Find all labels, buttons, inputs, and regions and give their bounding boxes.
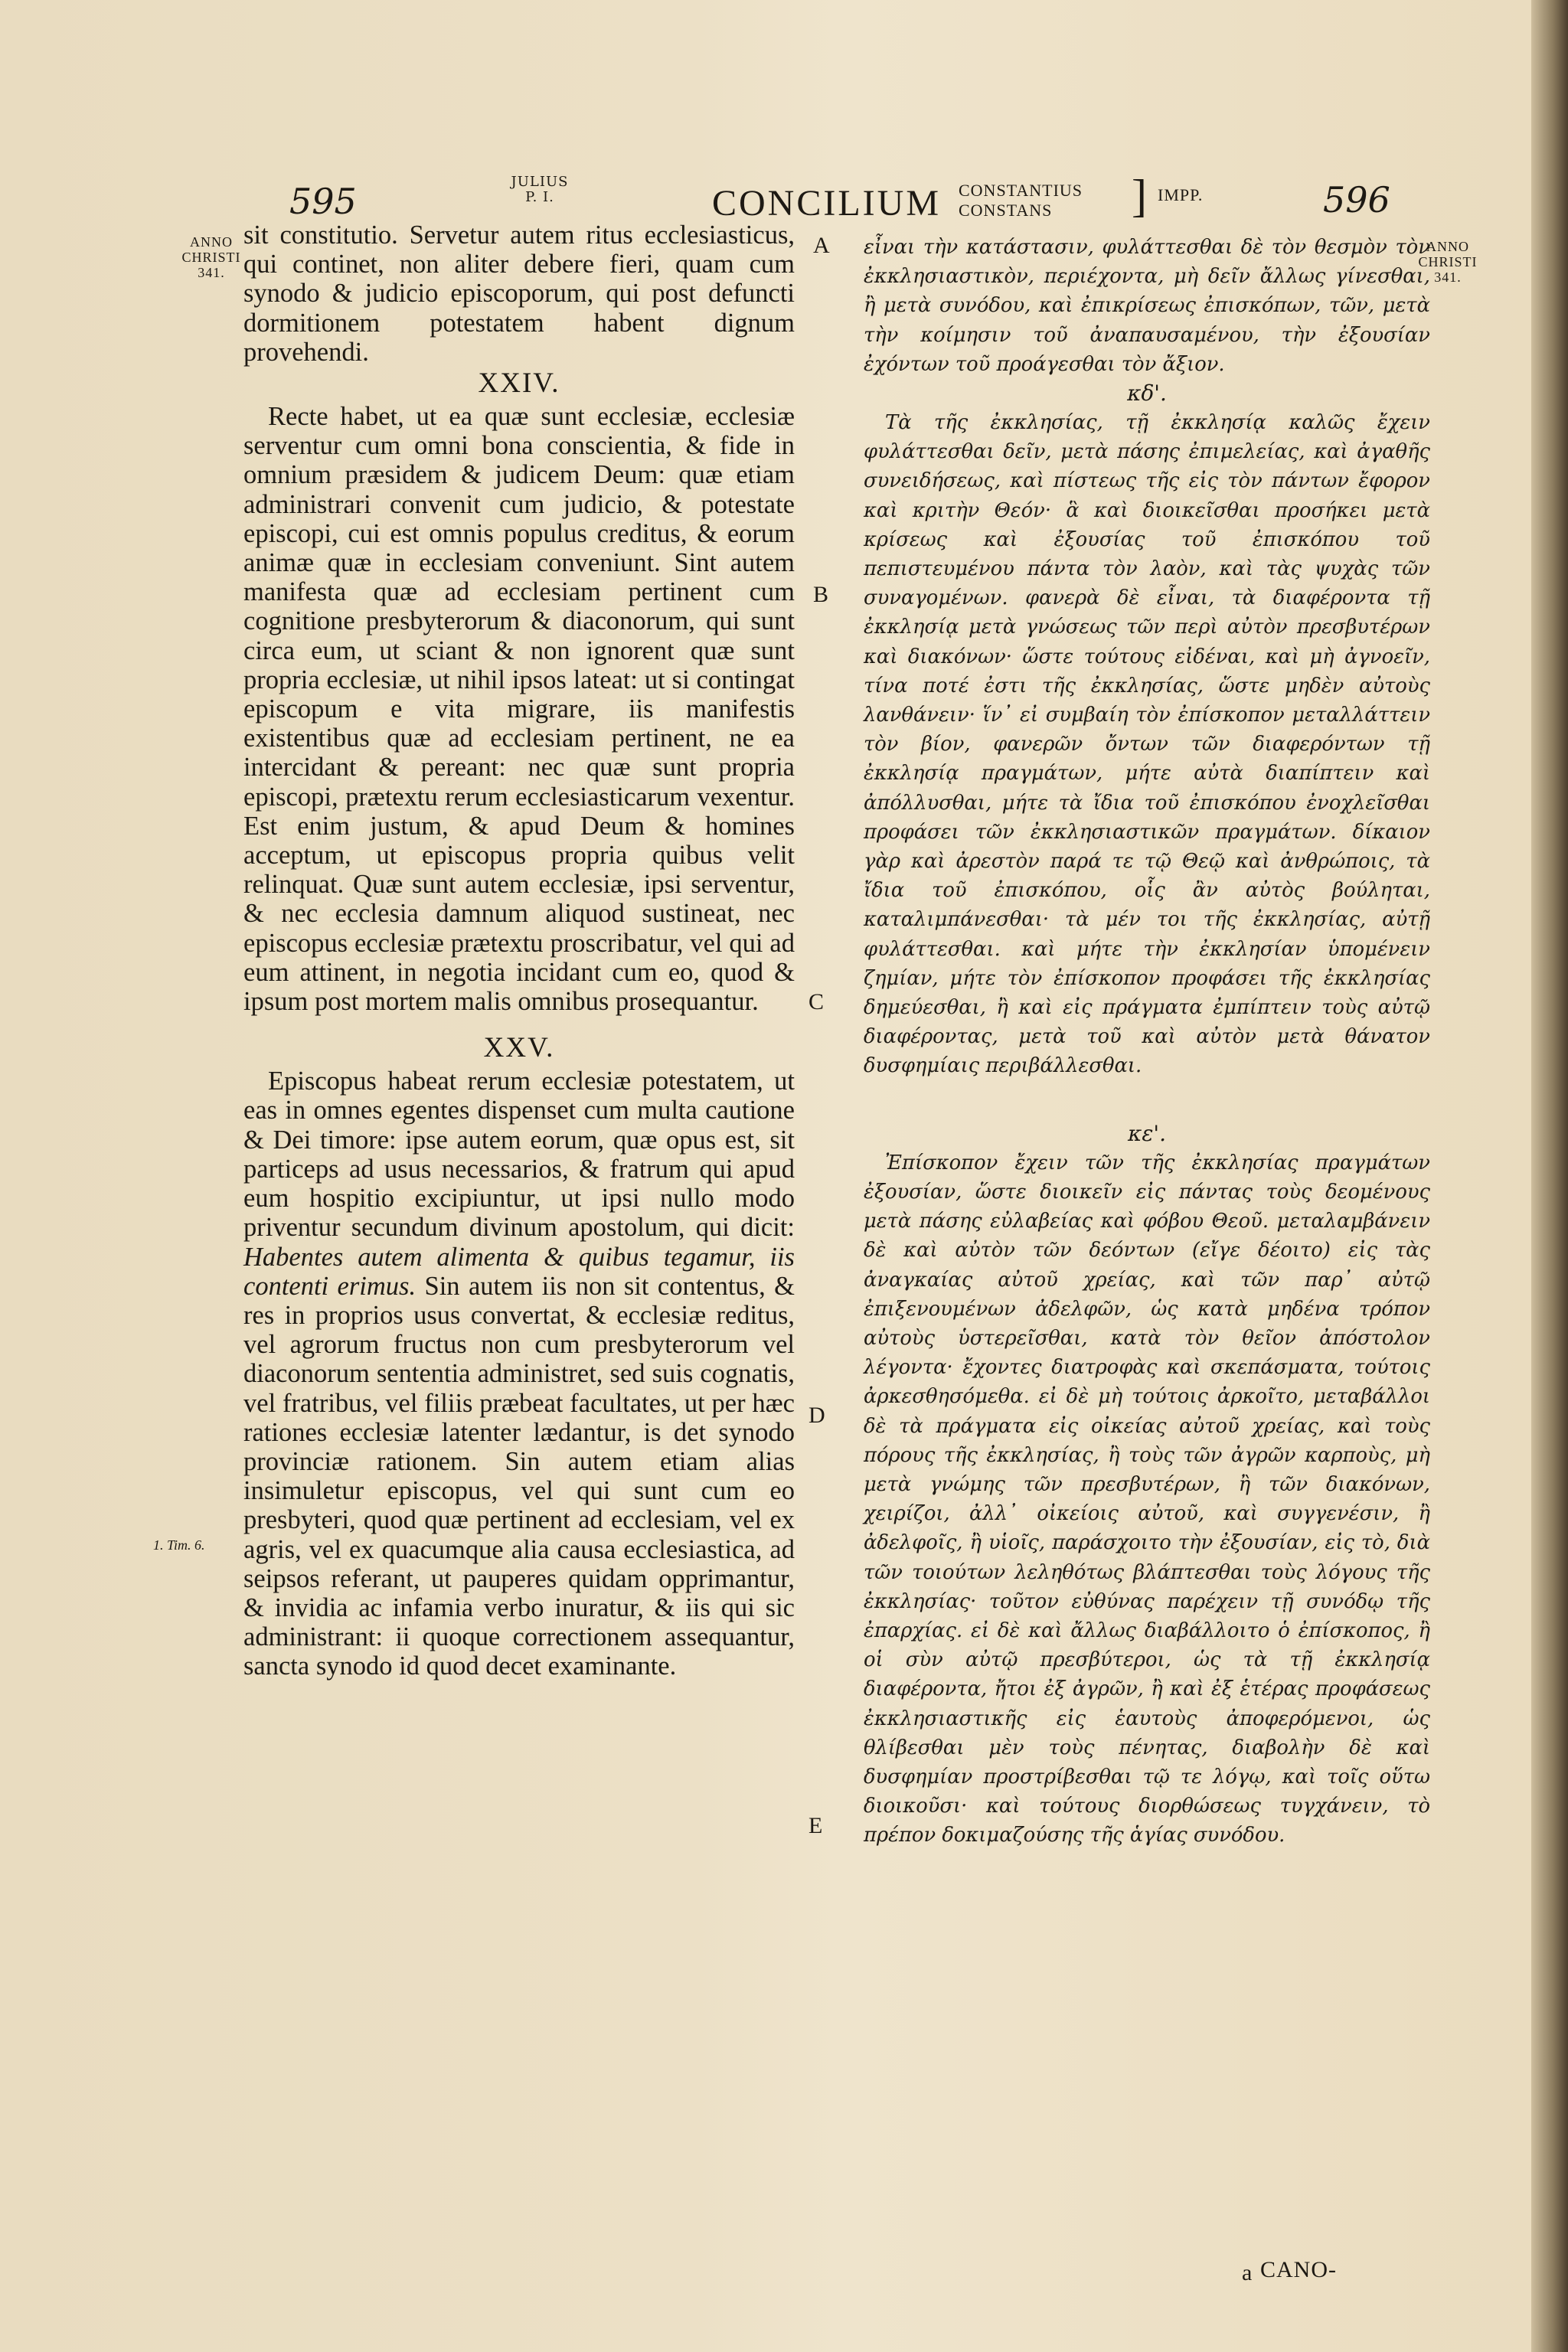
emperor-names: [959, 181, 1083, 220]
greek-canon-25-text: Ἐπίσκοπον ἔχειν τῶν τῆς ἐκκλησίας πραγμάτων ἐξουσίαν, ὥστε διοικεῖν εἰς πάντας τοὺς δεομένους μετὰ πάσης εὐλαβείας καὶ φόβου Θεοῦ. μεταλαμβάνειν δὲ καὶ αὐτὸν τῶν δεόντων (εἴγε δέοιτο) εἰς τὰς ἀναγκαίας αὐτοῦ χρείας, καὶ τῶν παρ᾽ αὐτῷ ἐπιξενουμένων ἀδελφῶν, ὡς κατὰ μηδένα τρόπον αὐτοὺς ὑστερεῖσθαι, κατὰ τὸν θεῖον ἀπόστολον λέγοντα· ἔχοντες διατροφὰς καὶ σκεπάσματα, τούτοις ἀρκεσθησόμεθα. εἰ δὲ μὴ τούτοις ἀρκοῖτο, μεταβάλλοι δὲ τὰ πράγματα εἰς οἰκείας αὐτοῦ χρείας, καὶ τοὺς πόρους τῆς ἐκκλησίας, ἢ τοὺς τῶν ἀγρῶν καρποὺς, μὴ μετὰ γνώμης τῶν πρεσβυτέρων, ἢ τῶν διακόνων, χειρίζοι, ἀλλ᾽ οἰκείοις αὐτοῦ, καὶ συγγενέσιν, ἢ ἀδελφοῖς, ἢ υἱοῖς, παράσχοιτο τὴν ἐξουσίαν, εἰς τὸ, διὰ τῶν τοιούτων λεληθότως βλάπτεσθαι τοὺς λόγους τῆς ἐκκλησίας· τοῦτον εὐθύνας παρέχειν τῇ συνόδῳ τῆς ἐπαρχίας. εἰ δὲ καὶ ἄλλως διαβάλλοιτο ὁ ἐπίσκοπος, ἢ οἱ σὺν αὐτῷ πρεσβύτεροι, ὡς τὰ τῇ ἐκκλησίᾳ διαφέροντα, ἤτοι ἐξ ἀγρῶν, ἢ καὶ ἐξ ἑτέρας προφάσεως ἐκκλησιαστικῆς εἰς ἑαυτοὺς ἀποφερόμενοι, ὡς θλίβεσθαι μὲν τοὺς πένητας, διαβολὴν δὲ καὶ δυσφημίαν προστρίβεσθαι τῷ τε λόγῳ, καὶ τοῖς οὕτω διοικοῦσι· καὶ τούτους διορθώσεως τυγχάνειν, τὸ πρέπον δοκιμαζούσης τῆς ἁγίας συνόδου.: [864, 1151, 1430, 1847]
greek-intro: εἶναι τὴν κατάστασιν, φυλάττεσθαι δὲ τὸν θεσμὸν τὸν ἐκκλησιαστικὸν, περιέχοντα, μὴ δεῖν ἄλλως γίνεσθαι, ἢ μετὰ συνόδου, καὶ ἐπικρίσεως ἐπισκόπων, τῶν, μετὰ τὴν κοίμησιν τοῦ ἀναπαυσαμένου, τὴν ἐξουσίαν ἐχόντων τοῦ προάγεσθαι τὸν ἄξιον.: [864, 236, 1430, 376]
section-letter-b: B: [813, 582, 829, 607]
latin-canon-24-text: Recte habet, ut ea quæ sunt ecclesiæ, ecclesiæ serventur cum omni bona conscientia, & fide in omnium præsidem & judicem Deum: quæ etiam administrari convenit cum judicio, & potestate episcopi, cui est omnis populus creditus, & eorum animæ quæ in ecclesiam conveniunt. Sint autem manifesta quæ ad ecclesiam pertinent cum cognitione presbyterorum & diaconorum, qui sunt circa eum, ut sciant & non ignorent quæ sunt propria ecclesiæ, ut nihil ipsos lateat: ut si contingat episcopum e vita migrare, iis manifestis existentibus quæ ad ecclesiam pertinent, ne ea intercidant & pereant: nec quæ sunt propria episcopi, prætextu rerum ecclesiasticarum vexentur. Est enim justum, & apud Deum & homines acceptum, ut episcopus propria quibus velit relinquat. Quæ sunt autem ecclesiæ, ipsi serventur, & nec ecclesia damnum aliquod sustineat, nec episcopus ecclesiæ prætextu proscribatur, vel qui ad eum attinent, in negotia incidant cum eo, quod & ipsum post mortem malis omnibus prosequantur.: [243, 402, 795, 1017]
year-label: 341.: [198, 265, 225, 280]
latin-canon-25-part-a: Episcopus habeat rerum ecclesiæ potestatem, ut eas in omnes egentes dispenset cum multa cautione & Dei timore: ipse autem eorum, quæ opus est, sit particeps ad usus necessarios, & fratrum qui apud eum hospitio excipiuntur, ut ipsi nullo modo priventur secundum divinum apostolum, qui dicit:: [243, 1067, 795, 1243]
greek-canon-25-heading: κε'.: [1128, 1120, 1166, 1146]
page-number-right: 596: [1323, 179, 1390, 220]
latin-canon-25-part-b: Sin autem iis non sit contentus, & res in proprios usus convertat, & ecclesiæ reditus, vel agrorum fructus non cum presbyterorum vel diaconorum sententia administret, sed suis cognatis, vel fratribus, vel filiis præbeat facultates, ut per hæc rationes ecclesiæ latenter lædantur, is det synodo provinciæ rationem. Sin autem etiam alias insimuletur episcopus, vel qui sunt cum eo presbyteri, quod quæ pertinent ad ecclesiam, vel ex agris, vel ex quacumque alia causa ecclesiastica, ad seipsos referant, ut pauperes quidam opprimantur, & invidia ac infamia verbo inuratur, & iis qui sic administrant: ii quoque correctionem assequantur, sancta synodo id quod decet examinante.: [243, 1271, 795, 1681]
latin-canon-25-quote: Habentes autem alimenta & quibus tegamur, iis contenti erimus.: [243, 1242, 795, 1301]
anno-label: ANNO: [190, 234, 233, 250]
section-letter-e: E: [808, 1813, 823, 1838]
christi-label: CHRISTI: [1418, 254, 1478, 270]
christi-label: CHRISTI: [181, 250, 241, 265]
latin-canon-25-heading: XXV.: [483, 1032, 555, 1064]
page-number-left: 595: [289, 181, 357, 222]
book-page-edge: [1531, 0, 1568, 2352]
greek-canon-24-heading: κδ'.: [1127, 381, 1167, 407]
latin-canon-25-text: [243, 1067, 795, 1681]
impp-label: IMPP.: [1158, 185, 1204, 204]
catchword: CANO-: [1260, 2257, 1337, 2282]
signature-mark: a: [1242, 2260, 1253, 2285]
latin-intro: sit constitutio. Servetur autem ritus ecclesiasticus, qui continet, non aliter debere fieri, quam cum synodo & judicio episcoporum, qui post defuncti dormitionem potestatem habent dignum provehendi.: [243, 220, 795, 367]
running-title: CONCILIUM: [712, 183, 941, 224]
emperor-constantius: CONSTANTIUS: [959, 181, 1083, 200]
bracket-glyph: ]: [1132, 171, 1147, 221]
year-label: 341.: [1434, 270, 1462, 285]
anno-label: ANNO: [1426, 239, 1469, 254]
pope-number: P. I.: [525, 189, 554, 205]
latin-canon-24-heading: XXIV.: [478, 368, 560, 400]
section-letter-a: A: [813, 233, 830, 258]
scripture-citation-note: 1. Tim. 6.: [153, 1537, 205, 1553]
emperor-constans: CONSTANS: [959, 201, 1053, 220]
greek-column: [864, 233, 1430, 1851]
pope-name-julius: [498, 175, 582, 205]
latin-column: [243, 220, 795, 1681]
pope-name: JULIUS: [511, 174, 569, 190]
section-letter-c: C: [808, 989, 825, 1014]
greek-canon-24-text: Τὰ τῆς ἐκκλησίας, τῇ ἐκκλησίᾳ καλῶς ἔχειν φυλάττεσθαι δεῖν, μετὰ πάσης ἐπιμελείας, καὶ ἀγαθῆς συνειδήσεως, καὶ πίστεως τῆς εἰς τὸν πάντων ἔφορον καὶ κριτὴν Θεόν· ἃ καὶ διοικεῖσθαι προσήκει μετὰ κρίσεως καὶ ἐξουσίας τοῦ ἐπισκόπου τοῦ πεπιστευμένου πάντα τὸν λαὸν, καὶ τὰς ψυχὰς τῶν συναγομένων. φανερὰ δὲ εἶναι, τὰ διαφέροντα τῇ ἐκκλησίᾳ μετὰ γνώσεως τῶν περὶ αὐτὸν πρεσβυτέρων καὶ διακόνων· ὥστε τούτους εἰδέναι, καὶ μὴ ἀγνοεῖν, τίνα ποτέ ἐστι τῆς ἐκκλησίας, ὥστε μηδὲν αὐτοὺς λανθάνειν· ἵν᾽ εἰ συμβαίη τὸν ἐπίσκοπον μεταλλάττειν τὸν βίον, φανερῶν ὄντων τῶν διαφερόντων τῇ ἐκκλησίᾳ πραγμάτων, μήτε αὐτὰ διαπίπτειν καὶ ἀπόλλυσθαι, μήτε τὰ ἴδια τοῦ ἐπισκόπου ἐνοχλεῖσθαι προφάσει τῶν ἐκκλησιαστικῶν πραγμάτων. δίκαιον γὰρ καὶ ἀρεστὸν παρά τε τῷ Θεῷ καὶ ἀνθρώποις, τὰ ἴδια τοῦ ἐπισκόπου, οἷς ἂν αὐτὸς βούληται, καταλιμπάνεσθαι· τὰ μέν τοι τῆς ἐκκλησίας, αὐτῇ φυλάττεσθαι. καὶ μήτε τὴν ἐκκλησίαν ὑπομένειν ζημίαν, μήτε τὸν ἐπίσκοπον προφάσει τῆς ἐκκλησίας δημεύεσθαι, ἢ καὶ εἰς πράγματα ἐμπίπτειν τοὺς αὐτῷ διαφέροντας, μετὰ τοῦ καὶ αὐτὸν μετὰ θάνατον δυσφημίαις περιβάλλεσθαι.: [864, 411, 1430, 1078]
section-letter-d: D: [808, 1403, 825, 1428]
